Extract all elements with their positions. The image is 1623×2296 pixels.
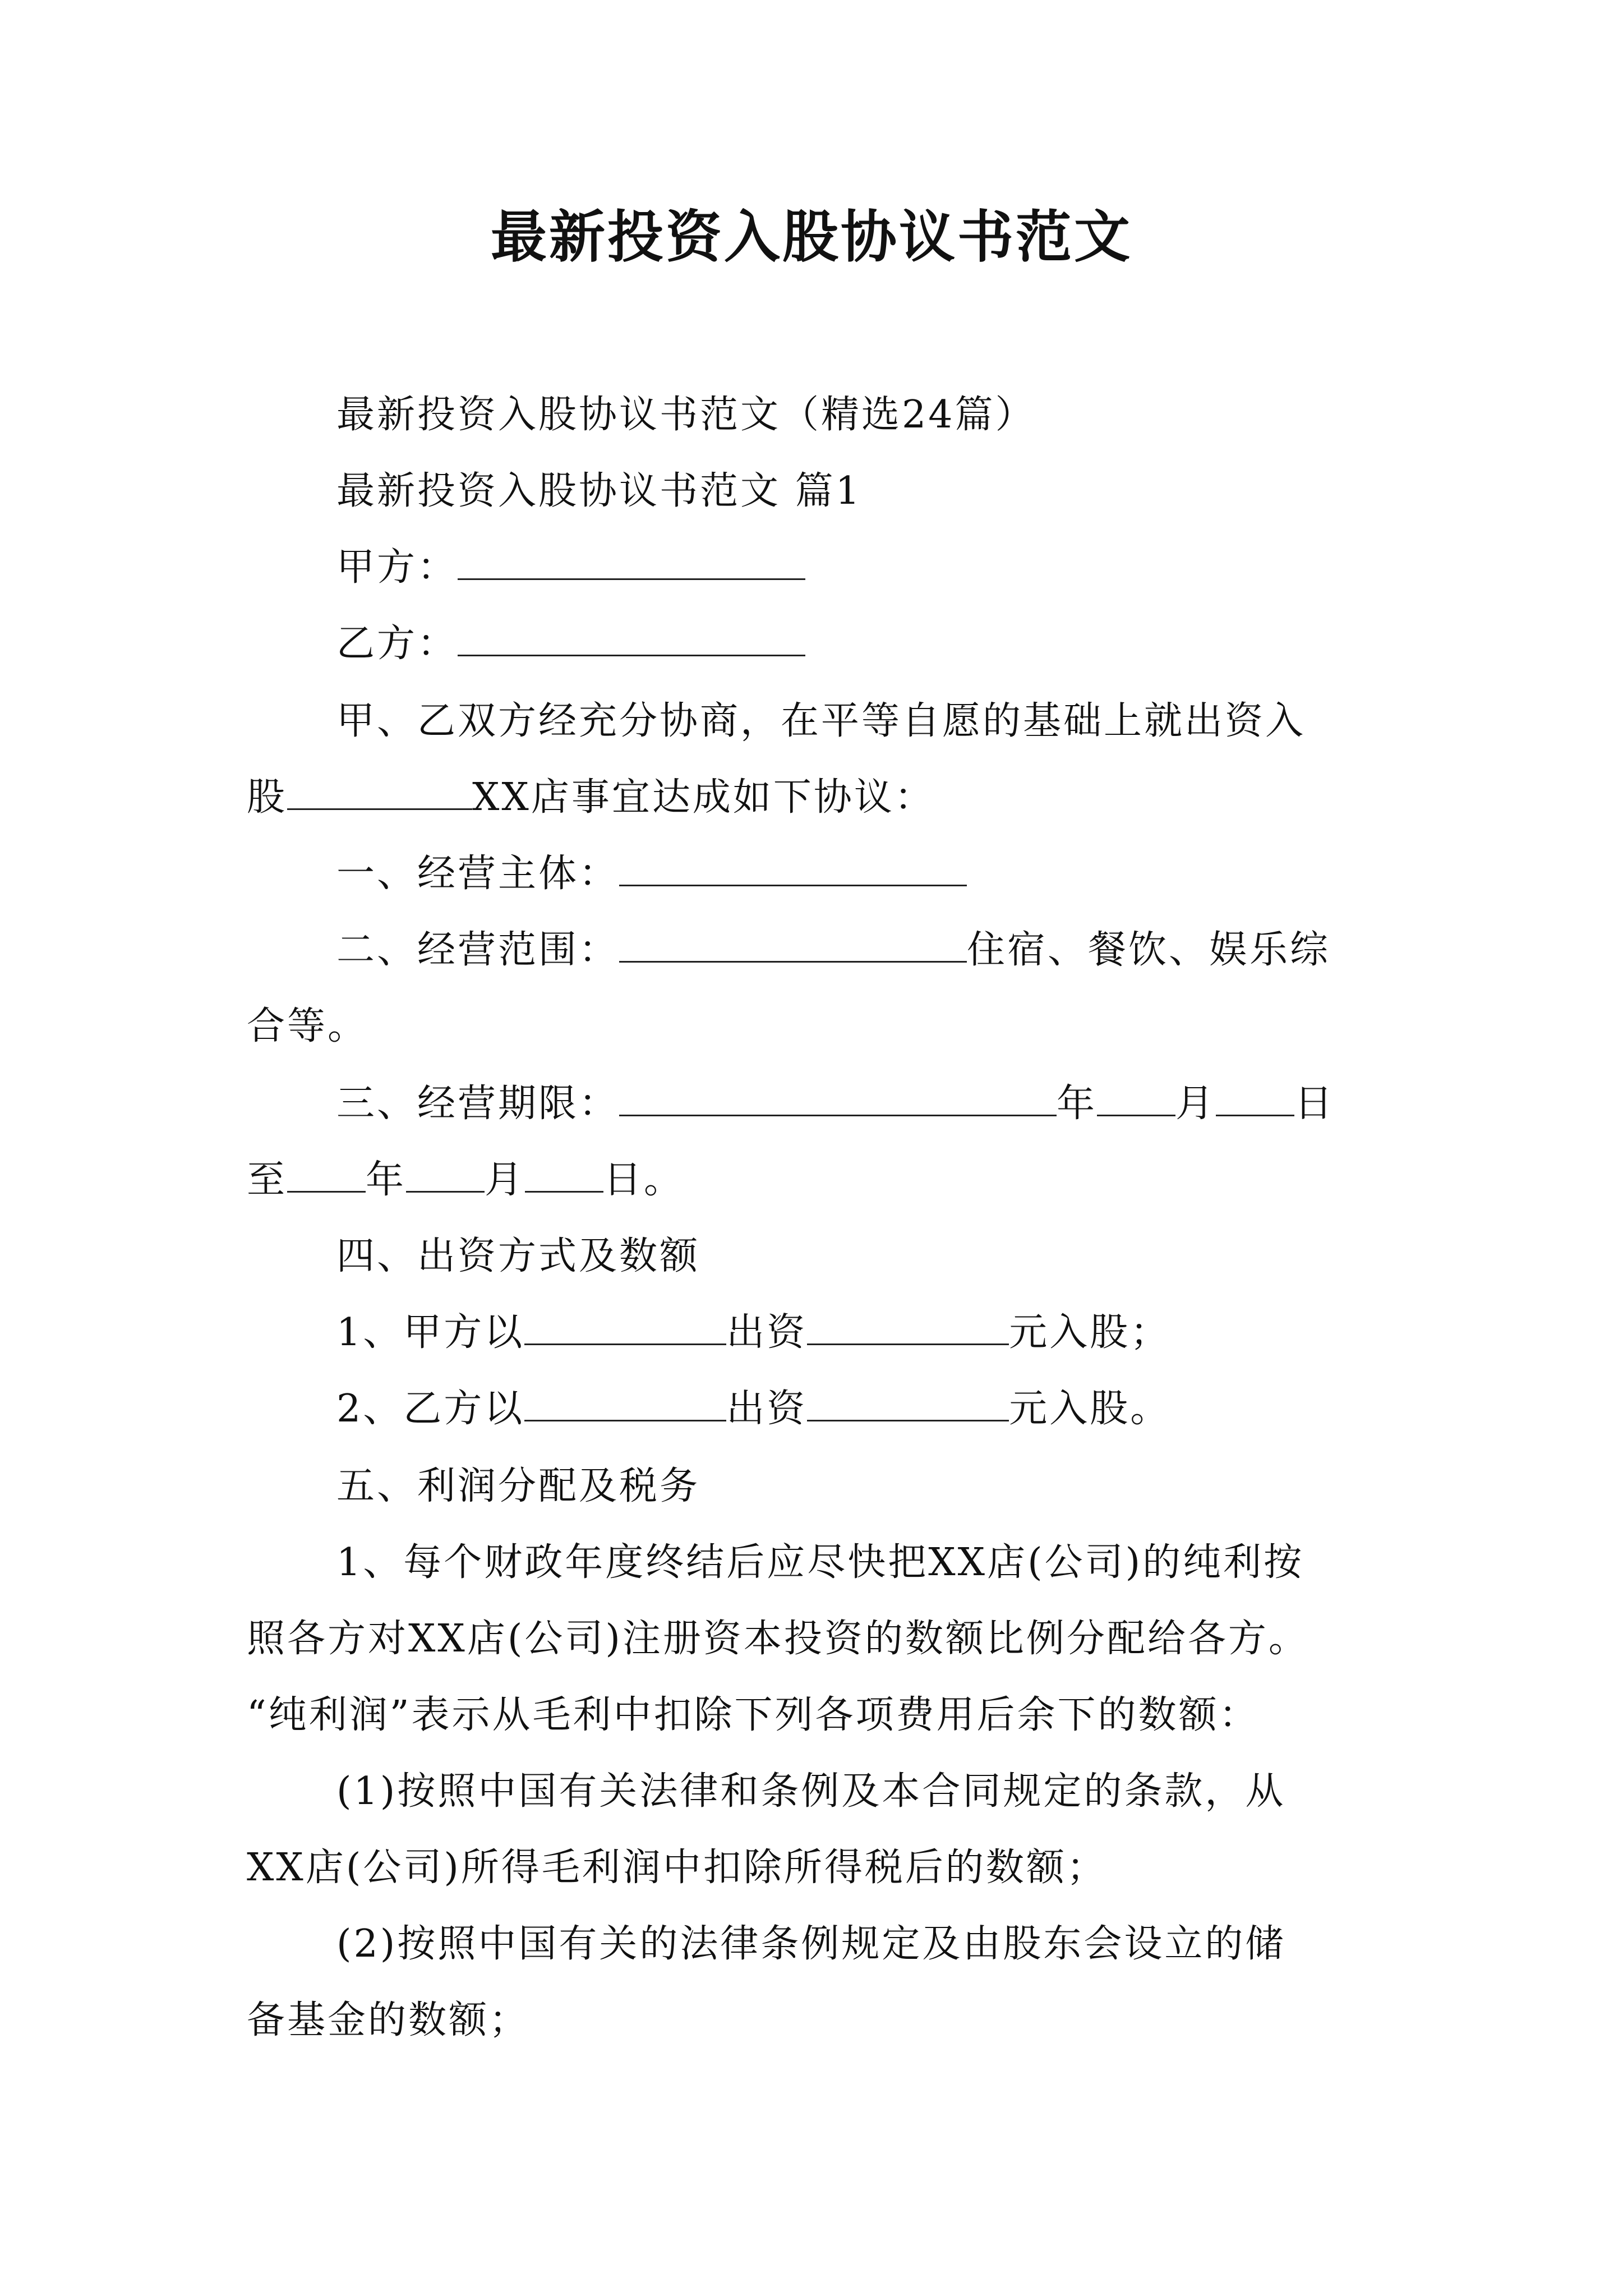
end-month: 月 — [485, 1158, 525, 1202]
item1-blank — [619, 850, 967, 886]
end-day: 日。 — [603, 1158, 685, 1202]
capital-1-mid: 出资 — [726, 1310, 808, 1355]
end-blank-month — [406, 1156, 485, 1193]
item3-day: 日 — [1294, 1082, 1335, 1126]
capital-2-blank-b — [807, 1385, 1009, 1421]
section-heading: 最新投资入股协议书范文 篇1 — [336, 469, 862, 513]
clause-1-line-1: (1)按照中国有关法律和条例及本合同规定的条款，从 — [336, 1769, 1286, 1814]
item1-line — [336, 846, 967, 902]
clause-2-line-2: 备基金的数额； — [247, 1998, 530, 2042]
end-year: 年 — [366, 1158, 407, 1202]
item3-label: 三、经营期限： — [336, 1082, 620, 1126]
capital-1-blank-b — [807, 1309, 1009, 1345]
capital-2-line — [336, 1381, 1170, 1437]
intro-line-2-suffix: XX店事宜达成如下协议： — [472, 775, 935, 820]
item2-blank — [619, 926, 967, 963]
capital-2-blank-a — [524, 1385, 726, 1421]
party-a-line — [336, 540, 805, 596]
end-blank-year — [287, 1156, 366, 1193]
intro-line-2-prefix: 股 — [247, 775, 288, 820]
party-b-blank — [458, 620, 805, 656]
clause-2-line-1: (2)按照中国有关的法律条例规定及由股东会设立的储 — [336, 1922, 1286, 1966]
item1-label: 一、经营主体： — [336, 852, 620, 896]
capital-1-suffix: 元入股； — [1009, 1310, 1171, 1355]
document-title: 最新投资入股协议书范文 — [491, 204, 1132, 270]
item2-line — [336, 922, 1330, 978]
item3-line-2 — [247, 1152, 684, 1208]
capital-2-suffix: 元入股。 — [1009, 1387, 1171, 1431]
clause-1-line-2: XX店(公司)所得毛利润中扣除所得税后的数额； — [247, 1846, 1107, 1890]
capital-1-blank-a — [524, 1309, 726, 1345]
item2-line-2: 合等。 — [247, 1004, 368, 1048]
capital-2-mid: 出资 — [726, 1387, 808, 1431]
item3-month: 月 — [1175, 1082, 1216, 1126]
item5-heading: 五、利润分配及税务 — [336, 1464, 700, 1508]
item4-heading: 四、出资方式及数额 — [336, 1234, 700, 1278]
profit-para-line-2: 照各方对XX店(公司)注册资本投资的数额比例分配给各方。 — [247, 1617, 1309, 1661]
profit-para-line-3: “纯利润”表示从毛利中扣除下列各项费用后余下的数额： — [247, 1693, 1260, 1737]
item3-year: 年 — [1057, 1082, 1098, 1126]
party-a-label: 甲方： — [336, 545, 458, 590]
party-b-label: 乙方： — [336, 622, 458, 666]
intro-line-1: 甲、乙双方经充分协商，在平等自愿的基础上就出资入 — [336, 699, 1306, 743]
item2-label: 二、经营范围： — [336, 928, 620, 972]
party-a-blank — [458, 544, 805, 580]
item3-blank-month — [1097, 1080, 1175, 1116]
subtitle: 最新投资入股协议书范文（精选24篇） — [336, 393, 1036, 437]
profit-para-line-1: 1、每个财政年度终结后应尽快把XX店(公司)的纯利按 — [336, 1540, 1304, 1585]
capital-2-prefix: 2、乙方以 — [336, 1387, 525, 1431]
party-b-line — [336, 616, 805, 672]
item3-blank-day — [1216, 1080, 1294, 1116]
item3-blank-long — [619, 1080, 1057, 1116]
capital-1-line — [336, 1305, 1170, 1361]
capital-1-prefix: 1、甲方以 — [336, 1310, 525, 1355]
intro-line-2 — [247, 770, 935, 826]
end-blank-day — [525, 1156, 603, 1193]
item3-to: 至 — [247, 1158, 288, 1202]
item2-suffix: 住宿、餐饮、娱乐综 — [967, 928, 1331, 972]
intro-blank — [287, 774, 472, 810]
item3-line — [336, 1076, 1335, 1132]
